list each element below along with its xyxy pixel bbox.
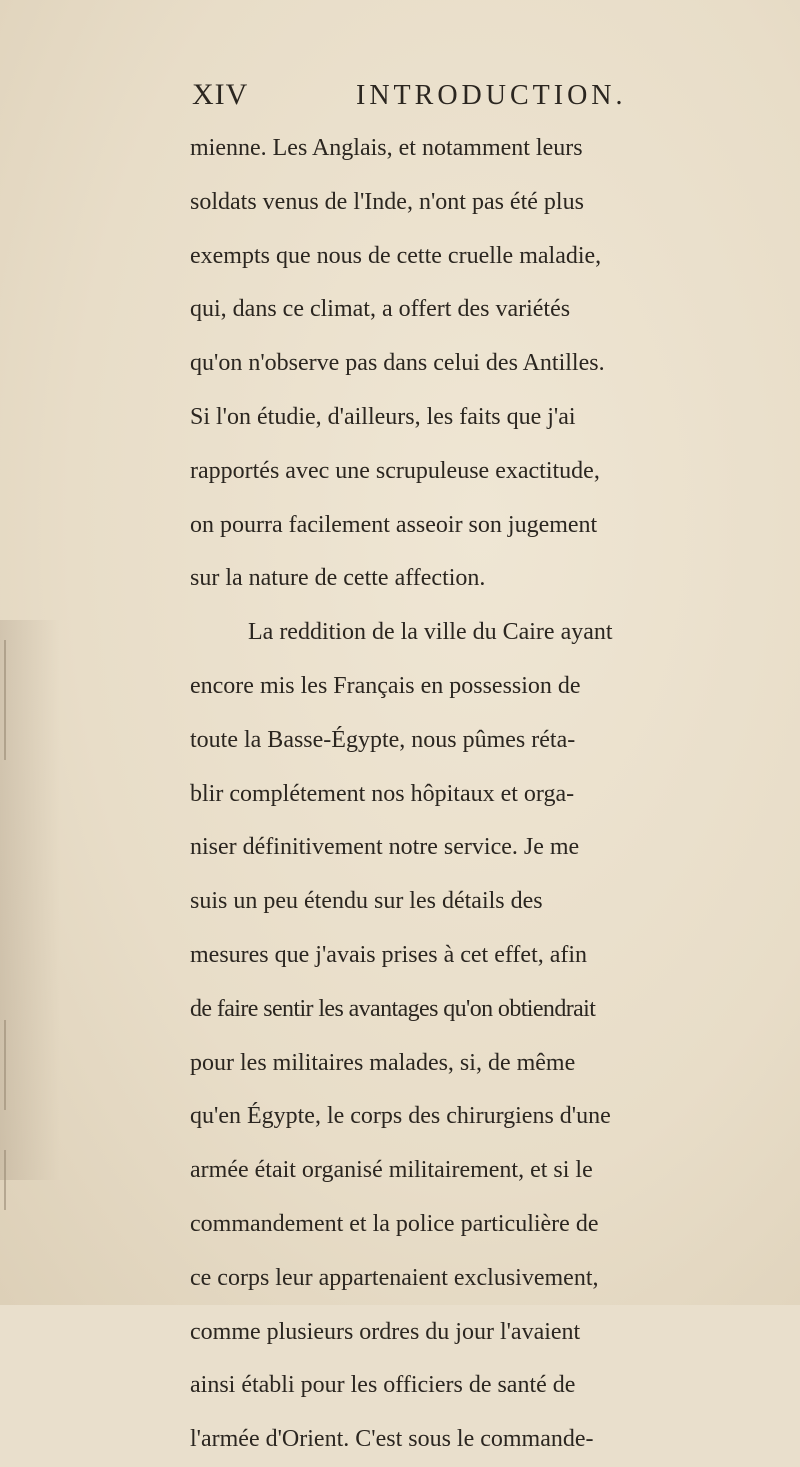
text-line: ce corps leur appartenaient exclusivement, xyxy=(190,1264,599,1291)
text-line: blir complétement nos hôpitaux et orga- xyxy=(190,780,575,807)
text-line: soldats venus de l'Inde, n'ont pas été plus xyxy=(190,188,584,215)
text-line-paragraph-start: La reddition de la ville du Caire ayant xyxy=(248,619,613,646)
text-line: exempts que nous de cette cruelle maladie, xyxy=(190,242,602,269)
text-line: mesures que j'avais prises à cet effet, afin xyxy=(190,941,588,968)
body-text xyxy=(190,122,800,1467)
text-line: qui, dans ce climat, a offert des variétés xyxy=(190,296,571,323)
text-line: rapportés avec une scrupuleuse exactitude, xyxy=(190,457,600,484)
page-edge-mark xyxy=(4,640,6,760)
text-line: Si l'on étudie, d'ailleurs, les faits que j'ai xyxy=(190,403,576,430)
page-edge-mark xyxy=(4,1020,6,1110)
text-line: sur la nature de cette affection. xyxy=(190,565,486,592)
text-line: de faire sentir les avantages qu'on obtiendrait xyxy=(190,995,596,1022)
text-line: on pourra facilement asseoir son jugement xyxy=(190,511,598,538)
text-line: toute la Basse-Égypte, nous pûmes réta- xyxy=(190,726,576,753)
text-line: qu'en Égypte, le corps des chirurgiens d'une xyxy=(190,1103,611,1130)
text-line: armée était organisé militairement, et si le xyxy=(190,1157,593,1184)
text-line: niser définitivement notre service. Je me xyxy=(190,834,580,861)
text-line: ainsi établi pour les officiers de santé de xyxy=(190,1372,576,1399)
text-line: commandement et la police particulière de xyxy=(190,1210,599,1237)
page-edge-mark xyxy=(4,1150,6,1210)
page-header xyxy=(192,78,792,118)
text-line: qu'on n'observe pas dans celui des Antilles. xyxy=(190,350,605,377)
running-title: INTRODUCTION. xyxy=(356,80,627,111)
text-line: l'armée d'Orient. C'est sous le commande- xyxy=(190,1426,594,1453)
text-line: pour les militaires malades, si, de même xyxy=(190,1049,576,1076)
page-number: XIV xyxy=(192,78,249,111)
text-line: mienne. Les Anglais, et notamment leurs xyxy=(190,135,583,161)
text-line: comme plusieurs ordres du jour l'avaient xyxy=(190,1318,581,1345)
text-line: encore mis les Français en possession de xyxy=(190,672,581,699)
page-edge-shadow xyxy=(0,620,60,1180)
text-line: suis un peu étendu sur les détails des xyxy=(190,888,543,915)
